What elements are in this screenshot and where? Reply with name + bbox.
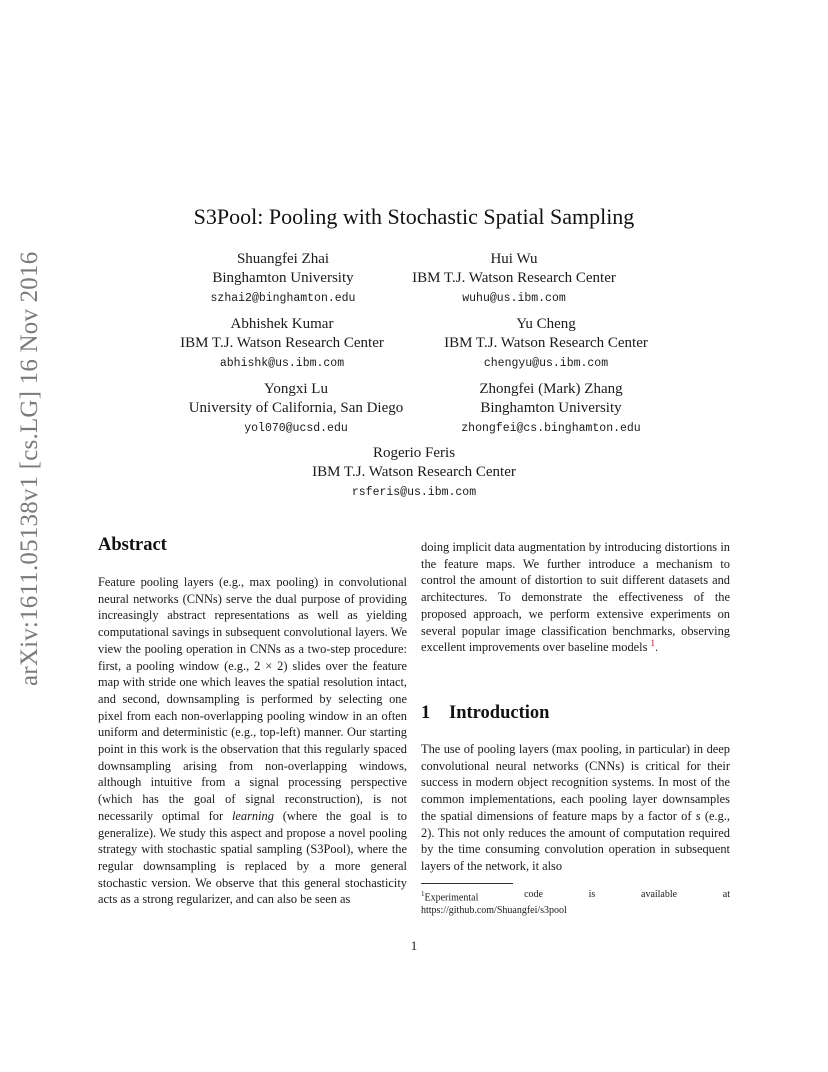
footnote-rule xyxy=(421,883,513,884)
author-email[interactable]: chengyu@us.ibm.com xyxy=(483,357,609,370)
author-email[interactable]: zhongfei@cs.binghamton.edu xyxy=(461,422,641,435)
footnote-word: is xyxy=(588,889,596,900)
footnote-word: at xyxy=(722,889,730,900)
footnote-word: code xyxy=(524,889,543,900)
author-email[interactable]: wuhu@us.ibm.com xyxy=(462,292,566,305)
paper-title: S3Pool: Pooling with Stochastic Spatial Sampling xyxy=(193,204,635,229)
abstract-continuation xyxy=(421,539,730,656)
author-affiliation: Binghamton University xyxy=(480,400,622,416)
author-name: Yu Cheng xyxy=(516,316,576,332)
author-block xyxy=(168,380,424,438)
author-email[interactable]: szhai2@binghamton.edu xyxy=(210,292,356,305)
footnote-word xyxy=(421,888,478,904)
author-name: Rogerio Feris xyxy=(372,445,456,461)
author-affiliation: University of California, San Diego xyxy=(188,400,404,416)
author-name: Abhishek Kumar xyxy=(230,316,334,332)
introduction-heading xyxy=(421,701,549,725)
abstract-end-punct: . xyxy=(655,640,659,655)
footnote-url[interactable]: https://github.com/Shuangfei/s3pool xyxy=(421,905,567,917)
author-name: Yongxi Lu xyxy=(264,381,328,397)
math-variable: s xyxy=(695,808,701,823)
author-block xyxy=(157,315,407,373)
footnote xyxy=(421,888,730,917)
author-name: Shuangfei Zhai xyxy=(236,251,330,267)
abstract-continuation-text: doing implicit data augmentation by introducing distortions in the feature maps. We further introduce a mechanism to control the amount of distortion to suit different datasets and architectures. To demonstrate the effectiveness of the proposed approach, we perform extensive experiments on several popular image classification benchmarks, observing excellent improvements over baseline models xyxy=(421,540,730,655)
footnote-word-text: Experimental xyxy=(424,892,479,904)
page-number: 1 xyxy=(410,938,418,953)
author-affiliation: IBM T.J. Watson Research Center xyxy=(444,335,648,351)
author-email[interactable]: rsferis@us.ibm.com xyxy=(351,486,477,499)
section-number: 1 xyxy=(421,703,431,723)
footnote-link[interactable]: 1 xyxy=(650,638,656,649)
introduction-text: (e.g., 2). This not only reduces the amount of computation required by the time consuming convolution operation in subsequent layers of the network, it also xyxy=(421,808,730,873)
abstract-emphasis: learning xyxy=(231,808,274,823)
author-email[interactable]: yol070@ucsd.edu xyxy=(244,422,348,435)
author-block xyxy=(389,250,639,308)
author-block xyxy=(421,315,671,373)
arxiv-stamp: arXiv:1611.05138v1 [cs.LG] 16 Nov 2016 xyxy=(16,251,43,686)
introduction-text: The use of pooling layers (max pooling, in particular) in deep convolutional neural networks (CNNs) is critical for their success in modern object recognition systems. In most of the common implementations, each pooling layer downsamples the spatial dimensions of feature maps by a factor of xyxy=(421,742,730,823)
abstract-text: Feature pooling layers (e.g., max pooling) in convolutional neural networks (CNNs) serve the dual purpose of providing increasingly abstract representations as well as yielding computational savings in subsequent convolutional layers. We view the pooling operation in CNNs as a two-step procedure: first, a pooling window (e.g., 2 × 2) slides over the feature map with stride one which leaves the spatial resolution intact, and second, downsampling is performed by selecting one pixel from each non-overlapping pooling window in an often uniform and deterministic (e.g., top-left) manner. Our starting point in this work is the observation that this regularly spaced downsampling arising from non-overlapping windows, although intuitive from a signal processing perspective (which has the goal of signal reconstruction), is not necessarily optimal for xyxy=(98,575,407,823)
footnote-mark: 1 xyxy=(421,890,425,898)
author-block xyxy=(289,444,539,502)
introduction-heading-label: Introduction xyxy=(449,703,550,723)
abstract-body xyxy=(98,574,407,908)
footnote-line xyxy=(421,888,730,904)
author-affiliation: IBM T.J. Watson Research Center xyxy=(412,270,616,286)
author-block xyxy=(178,250,388,308)
abstract-heading-label: Abstract xyxy=(98,535,167,555)
author-name: Hui Wu xyxy=(490,251,538,267)
author-name: Zhongfei (Mark) Zhang xyxy=(479,381,623,397)
abstract-text: (where the goal is to generalize). We study this aspect and propose a novel pooling strategy with stochastic spatial sampling (S3Pool), where the regular downsampling is replaced by a more general stochastic version. We observe that this general stochasticity acts as a strong regularizer, and can also be seen as xyxy=(98,808,408,907)
author-email[interactable]: abhishk@us.ibm.com xyxy=(219,357,345,370)
author-affiliation: IBM T.J. Watson Research Center xyxy=(180,335,384,351)
introduction-body xyxy=(421,741,730,875)
abstract-heading xyxy=(98,533,167,557)
footnote-word: available xyxy=(641,889,678,900)
author-block xyxy=(426,380,676,438)
author-affiliation: Binghamton University xyxy=(212,270,354,286)
author-affiliation: IBM T.J. Watson Research Center xyxy=(312,464,516,480)
